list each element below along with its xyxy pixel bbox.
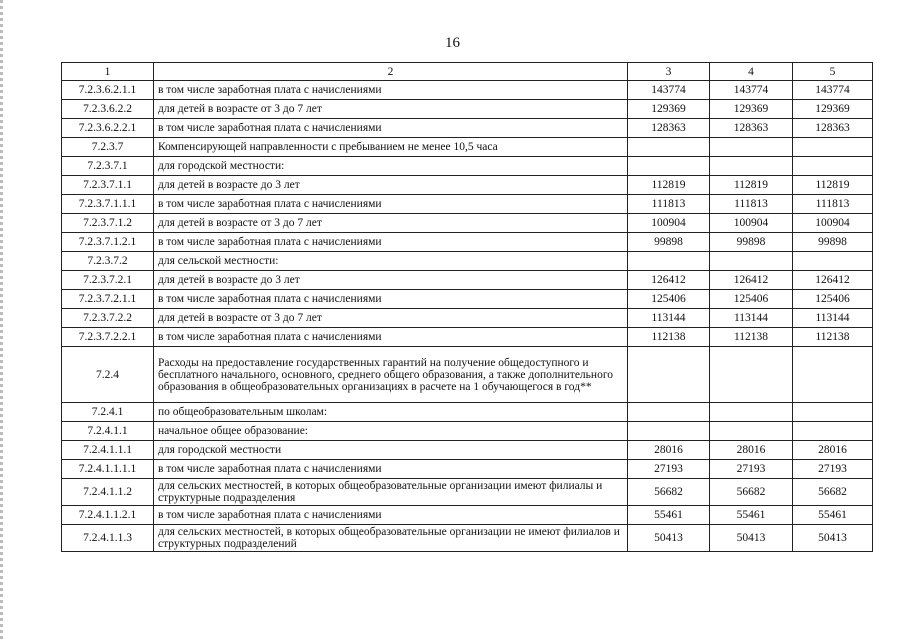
row-description: для городской местности bbox=[154, 441, 628, 460]
row-description: в том числе заработная плата с начислениями bbox=[154, 328, 628, 347]
row-code: 7.2.4 bbox=[62, 347, 154, 403]
value-col-4 bbox=[710, 403, 793, 422]
row-description: для детей в возрасте от 3 до 7 лет bbox=[154, 214, 628, 233]
row-code: 7.2.3.7.2.2.1 bbox=[62, 328, 154, 347]
value-col-4 bbox=[710, 252, 793, 271]
value-col-5: 129369 bbox=[793, 100, 873, 119]
value-col-3: 100904 bbox=[628, 214, 710, 233]
column-header: 4 bbox=[710, 63, 793, 81]
row-description: для городской местности: bbox=[154, 157, 628, 176]
value-col-3 bbox=[628, 403, 710, 422]
row-description: Компенсирующей направленности с пребыванием не менее 10,5 часа bbox=[154, 138, 628, 157]
table-row bbox=[62, 290, 873, 309]
value-col-3 bbox=[628, 138, 710, 157]
value-col-4: 129369 bbox=[710, 100, 793, 119]
table-header-row bbox=[62, 63, 873, 81]
expense-table bbox=[61, 62, 873, 552]
table-body bbox=[62, 81, 873, 552]
value-col-3: 126412 bbox=[628, 271, 710, 290]
value-col-5: 112138 bbox=[793, 328, 873, 347]
row-code: 7.2.4.1.1.1 bbox=[62, 441, 154, 460]
page-number: 16 bbox=[445, 35, 460, 51]
table-row bbox=[62, 271, 873, 290]
value-col-3: 55461 bbox=[628, 506, 710, 525]
value-col-4: 27193 bbox=[710, 460, 793, 479]
row-code: 7.2.3.6.2.2 bbox=[62, 100, 154, 119]
value-col-3: 112138 bbox=[628, 328, 710, 347]
table-row bbox=[62, 441, 873, 460]
value-col-5: 128363 bbox=[793, 119, 873, 138]
table-row bbox=[62, 309, 873, 328]
row-description: для детей в возрасте от 3 до 7 лет bbox=[154, 309, 628, 328]
value-col-4: 28016 bbox=[710, 441, 793, 460]
value-col-3: 125406 bbox=[628, 290, 710, 309]
row-code: 7.2.3.7.2.1 bbox=[62, 271, 154, 290]
value-col-4: 112138 bbox=[710, 328, 793, 347]
column-header: 5 bbox=[793, 63, 873, 81]
value-col-4: 128363 bbox=[710, 119, 793, 138]
value-col-5: 99898 bbox=[793, 233, 873, 252]
value-col-5: 56682 bbox=[793, 479, 873, 506]
row-description: в том числе заработная плата с начислениями bbox=[154, 506, 628, 525]
value-col-3 bbox=[628, 347, 710, 403]
row-code: 7.2.4.1.1.2 bbox=[62, 479, 154, 506]
column-header: 3 bbox=[628, 63, 710, 81]
value-col-4: 111813 bbox=[710, 195, 793, 214]
table-row bbox=[62, 119, 873, 138]
value-col-5: 125406 bbox=[793, 290, 873, 309]
value-col-3: 27193 bbox=[628, 460, 710, 479]
value-col-3 bbox=[628, 252, 710, 271]
table-row bbox=[62, 214, 873, 233]
value-col-5: 111813 bbox=[793, 195, 873, 214]
value-col-5: 113144 bbox=[793, 309, 873, 328]
table-row bbox=[62, 460, 873, 479]
value-col-5 bbox=[793, 157, 873, 176]
row-code: 7.2.4.1.1 bbox=[62, 422, 154, 441]
table-row bbox=[62, 233, 873, 252]
value-col-4: 143774 bbox=[710, 81, 793, 100]
table-row bbox=[62, 195, 873, 214]
row-code: 7.2.3.7 bbox=[62, 138, 154, 157]
value-col-3: 50413 bbox=[628, 525, 710, 552]
table-row bbox=[62, 81, 873, 100]
scan-edge bbox=[0, 0, 3, 640]
table-row bbox=[62, 252, 873, 271]
row-code: 7.2.3.7.1.1 bbox=[62, 176, 154, 195]
value-col-4: 112819 bbox=[710, 176, 793, 195]
value-col-3: 129369 bbox=[628, 100, 710, 119]
value-col-5: 126412 bbox=[793, 271, 873, 290]
value-col-4: 126412 bbox=[710, 271, 793, 290]
row-code: 7.2.4.1 bbox=[62, 403, 154, 422]
row-code: 7.2.4.1.1.1.1 bbox=[62, 460, 154, 479]
column-header: 1 bbox=[62, 63, 154, 81]
value-col-5: 143774 bbox=[793, 81, 873, 100]
row-description: в том числе заработная плата с начислениями bbox=[154, 119, 628, 138]
value-col-4: 100904 bbox=[710, 214, 793, 233]
row-code: 7.2.3.7.2 bbox=[62, 252, 154, 271]
row-code: 7.2.3.6.2.2.1 bbox=[62, 119, 154, 138]
value-col-3 bbox=[628, 157, 710, 176]
row-code: 7.2.3.6.2.1.1 bbox=[62, 81, 154, 100]
value-col-5 bbox=[793, 252, 873, 271]
value-col-5: 50413 bbox=[793, 525, 873, 552]
table-row bbox=[62, 347, 873, 403]
row-description: по общеобразовательным школам: bbox=[154, 403, 628, 422]
row-code: 7.2.3.7.1.2 bbox=[62, 214, 154, 233]
table-row bbox=[62, 525, 873, 552]
row-code: 7.2.3.7.2.1.1 bbox=[62, 290, 154, 309]
value-col-3: 112819 bbox=[628, 176, 710, 195]
row-description: начальное общее образование: bbox=[154, 422, 628, 441]
row-description: в том числе заработная плата с начислениями bbox=[154, 460, 628, 479]
value-col-4 bbox=[710, 347, 793, 403]
row-description: для детей в возрасте до 3 лет bbox=[154, 271, 628, 290]
row-description: в том числе заработная плата с начислениями bbox=[154, 233, 628, 252]
value-col-3: 56682 bbox=[628, 479, 710, 506]
table-row bbox=[62, 403, 873, 422]
row-description: для сельских местностей, в которых общеобразовательные организации имеют филиалы и структурные подразделения bbox=[154, 479, 628, 506]
value-col-4: 55461 bbox=[710, 506, 793, 525]
table-row bbox=[62, 157, 873, 176]
value-col-3 bbox=[628, 422, 710, 441]
row-code: 7.2.4.1.1.3 bbox=[62, 525, 154, 552]
value-col-5: 100904 bbox=[793, 214, 873, 233]
row-code: 7.2.3.7.1.2.1 bbox=[62, 233, 154, 252]
row-description: для сельских местностей, в которых общеобразовательные организации не имеют филиалов и структурных подразделений bbox=[154, 525, 628, 552]
value-col-5 bbox=[793, 347, 873, 403]
table-row bbox=[62, 100, 873, 119]
value-col-3: 128363 bbox=[628, 119, 710, 138]
table-row bbox=[62, 138, 873, 157]
row-code: 7.2.3.7.1 bbox=[62, 157, 154, 176]
row-description: в том числе заработная плата с начислениями bbox=[154, 195, 628, 214]
value-col-4 bbox=[710, 157, 793, 176]
value-col-5: 27193 bbox=[793, 460, 873, 479]
value-col-5 bbox=[793, 422, 873, 441]
value-col-3: 99898 bbox=[628, 233, 710, 252]
row-code: 7.2.4.1.1.2.1 bbox=[62, 506, 154, 525]
value-col-5: 112819 bbox=[793, 176, 873, 195]
table-row bbox=[62, 479, 873, 506]
row-description: для сельской местности: bbox=[154, 252, 628, 271]
table-row bbox=[62, 328, 873, 347]
value-col-4: 125406 bbox=[710, 290, 793, 309]
value-col-3: 143774 bbox=[628, 81, 710, 100]
row-description: в том числе заработная плата с начислениями bbox=[154, 290, 628, 309]
value-col-5 bbox=[793, 403, 873, 422]
row-code: 7.2.3.7.2.2 bbox=[62, 309, 154, 328]
value-col-4: 99898 bbox=[710, 233, 793, 252]
table-row bbox=[62, 176, 873, 195]
value-col-4: 56682 bbox=[710, 479, 793, 506]
row-description: для детей в возрасте от 3 до 7 лет bbox=[154, 100, 628, 119]
table-row bbox=[62, 506, 873, 525]
row-description: в том числе заработная плата с начислениями bbox=[154, 81, 628, 100]
value-col-4 bbox=[710, 138, 793, 157]
row-description: Расходы на предоставление государственных гарантий на получение общедоступного и бесплатного начального, основного, среднего общего образования, а также дополнительного образования в общеобразовательных организациях в расчете на 1 обучающегося в год** bbox=[154, 347, 628, 403]
value-col-4: 113144 bbox=[710, 309, 793, 328]
row-code: 7.2.3.7.1.1.1 bbox=[62, 195, 154, 214]
table-row bbox=[62, 422, 873, 441]
column-header: 2 bbox=[154, 63, 628, 81]
value-col-3: 113144 bbox=[628, 309, 710, 328]
value-col-5: 28016 bbox=[793, 441, 873, 460]
row-description: для детей в возрасте до 3 лет bbox=[154, 176, 628, 195]
value-col-4 bbox=[710, 422, 793, 441]
value-col-3: 111813 bbox=[628, 195, 710, 214]
value-col-5 bbox=[793, 138, 873, 157]
value-col-3: 28016 bbox=[628, 441, 710, 460]
value-col-5: 55461 bbox=[793, 506, 873, 525]
value-col-4: 50413 bbox=[710, 525, 793, 552]
